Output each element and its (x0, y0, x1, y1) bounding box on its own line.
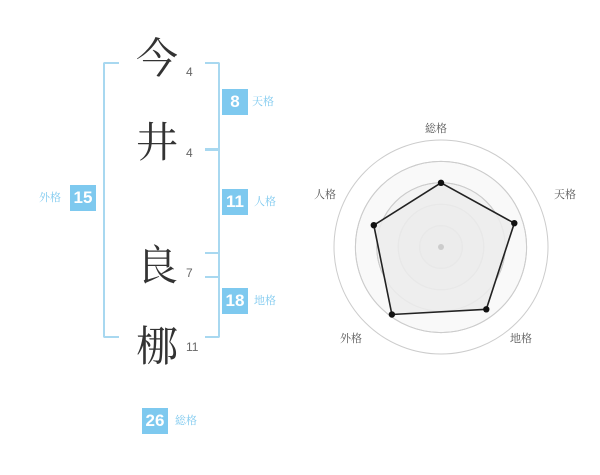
radar-axis-label-gaikaku: 外格 (340, 332, 362, 345)
name-character-1-strokes: 4 (186, 65, 193, 79)
score-soukaku-value: 26 (142, 408, 168, 434)
name-character-3-strokes: 7 (186, 266, 193, 280)
radar-axis-label-chikaku: 地格 (510, 332, 532, 345)
score-chikaku-value: 18 (222, 288, 248, 314)
radar-chart-panel (300, 0, 600, 470)
score-soukaku-label: 総格 (175, 414, 197, 427)
score-tenkaku-value: 8 (222, 89, 248, 115)
name-character-4-strokes: 11 (186, 340, 199, 354)
name-character-2-strokes: 4 (186, 146, 193, 160)
name-panel (0, 0, 300, 470)
name-character-4: 梛 (136, 322, 179, 371)
score-gaikaku-value: 15 (70, 185, 96, 211)
radar-chart (300, 0, 600, 470)
score-gaikaku-label: 外格 (39, 191, 61, 204)
radar-axis-label-tenkaku: 天格 (554, 188, 576, 201)
radar-axis-label-soukaku: 総格 (425, 122, 447, 135)
tenkaku-bracket (205, 62, 220, 151)
chikaku-bracket (205, 252, 220, 338)
score-jinkaku-value: 11 (222, 189, 248, 215)
name-character-3: 良 (136, 241, 179, 290)
score-tenkaku-label: 天格 (252, 95, 274, 108)
name-character-2: 井 (136, 118, 179, 167)
score-chikaku-label: 地格 (254, 294, 276, 307)
radar-axis-label-jinkaku: 人格 (314, 188, 336, 201)
name-character-1: 今 (136, 34, 179, 83)
score-jinkaku-label: 人格 (254, 195, 276, 208)
outer-bracket (103, 62, 119, 338)
